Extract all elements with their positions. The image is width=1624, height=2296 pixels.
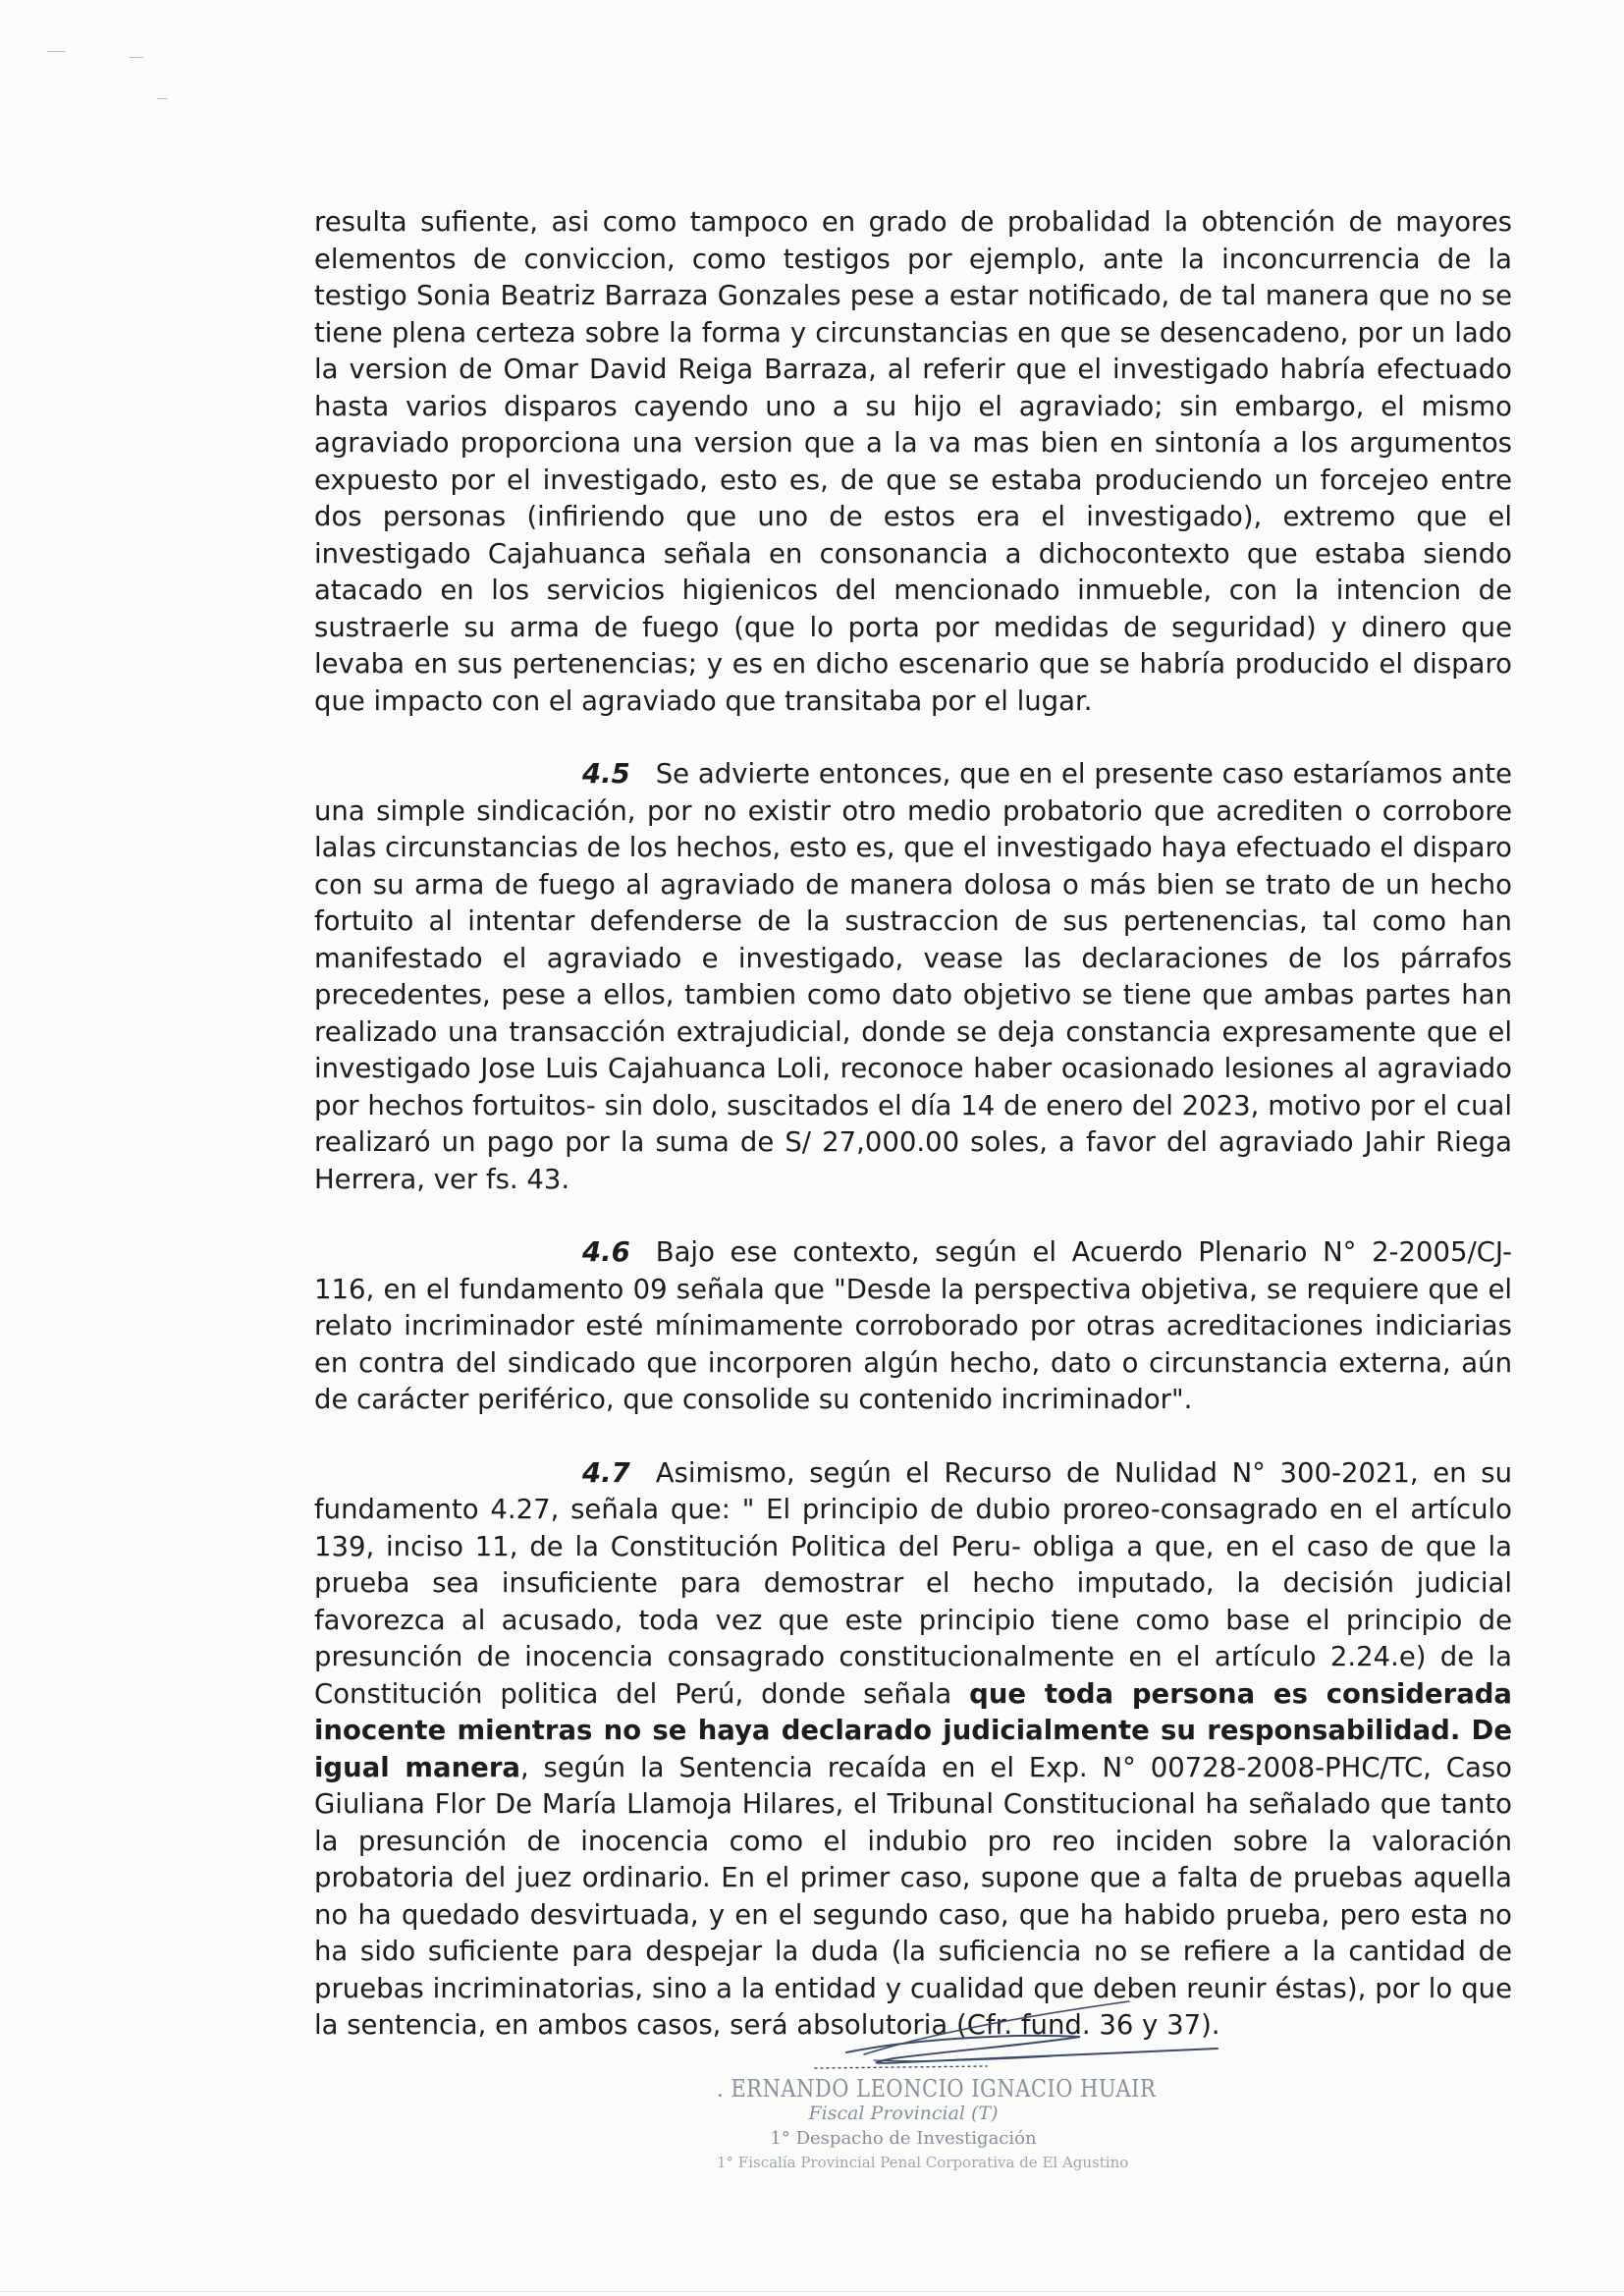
stamp-title: Fiscal Provincial (T) — [808, 2103, 999, 2124]
paragraph-text: Bajo ese contexto, según el Acuerdo Plenario N° 2-2005/CJ-116, en el fundamento 09 señala que "Desde la perspectiva objetiva, se requiere que el relato incriminador esté mínimamente corroborado por otras acreditaciones indiciarias en contra del sindicado que incorporen algún hecho, dato o circunstancia externa, aún de carácter periférico, que consolide su contenido incriminador". — [314, 1236, 1512, 1415]
official-stamp — [717, 2075, 1157, 2175]
stamp-name: . ERNANDO LEONCIO IGNACIO HUAIR — [717, 2075, 1157, 2103]
emphasized-text: que toda persona es considerada inocente mientras no se haya declarado judicialmente su responsabilidad. De igual manera — [314, 1677, 1512, 1783]
scan-mark — [157, 98, 167, 99]
paragraph-number: 4.5 — [582, 758, 630, 790]
paragraph-4-5 — [314, 756, 1512, 1198]
page-bottom-edge — [0, 2291, 1624, 2292]
paragraph-4-7 — [314, 1455, 1512, 2045]
paragraph-continuation — [314, 204, 1512, 720]
signature-block — [717, 1994, 1247, 2219]
paragraph-text: Asimismo, según el Recurso de Nulidad N° 300-2021, en su fundamento 4.27, señala que: " El principio de dubio proreo-consagrado en el artículo 139, inciso 11, de la Constitución Politica del Peru- obliga a que, en el caso de que la prueba sea insuficiente para demostrar el hecho imputado, la decisión judicial favorezca al acusado, toda vez que este principio tiene como base el principio de presunción de inocencia consagrado constitucionalmente en el artículo 2.24.e) de la Constitución politica del Perú, donde señala — [314, 1456, 1512, 1710]
scan-mark — [47, 51, 65, 52]
document-body — [314, 204, 1512, 2045]
paragraph-text: , según la Sentencia recaída en el Exp. N° 00728-2008-PHC/TC, Caso Giuliana Flor De María Llamoja Hilares, el Tribunal Constitucional ha señalado que tanto la presunción de inocencia como el indubio pro reo inciden sobre la valoración probatoria del juez ordinario. En el primer caso, supone que a falta de pruebas aquella no ha quedado desvirtuada, y en el segundo caso, que ha habido prueba, pero esta no ha sido suficiente para despejar la duda (la suficiencia no se refiere a la cantidad de pruebas incriminatorias, sino a la entidad y cualidad que deben reunir éstas), por lo que la sentencia, en ambos casos, será absolutoria (Cfr. fund. 36 y 37). — [314, 1751, 1512, 2041]
paragraph-number: 4.6 — [582, 1236, 630, 1268]
paragraph-4-6 — [314, 1234, 1512, 1419]
paragraph-text: Se advierte entonces, que en el presente caso estaríamos ante una simple sindicación, por no existir otro medio probatorio que acrediten o corrobore lalas circunstancias de los hechos, esto es, que el investigado haya efectuado el disparo con su arma de fuego al agraviado de manera dolosa o más bien se trato de un hecho fortuito al intentar defenderse de la sustraccion de sus pertenencias, tal como han manifestado el agraviado e investigado, vease las declaraciones de los párrafos precedentes, pese a ellos, tambien como dato objetivo se tiene que ambas partes han realizado una transacción extrajudicial, donde se deja constancia expresamente que el investigado Jose Luis Cajahuanca Loli, reconoce haber ocasionado lesiones al agraviado por hechos fortuitos- sin dolo, suscitados el día 14 de enero del 2023, motivo por el cual realizaró un pago por la suma de S/ 27,000.00 soles, a favor del agraviado Jahir Riega Herrera, ver fs. 43. — [314, 758, 1512, 1195]
scan-mark — [130, 57, 143, 58]
paragraph-text: resulta sufiente, asi como tampoco en grado de probalidad la obtención de mayores elementos de conviccion, como testigos por ejemplo, ante la inconcurrencia de la testigo Sonia Beatriz Barraza Gonzales pese a estar notificado, de tal manera que no se tiene plena certeza sobre la forma y circunstancias en que se desencadeno, por un lado la version de Omar David Reiga Barraza, al referir que el investigado habría efectuado hasta varios disparos cayendo uno a su hijo el agraviado; sin embargo, el mismo agraviado proporciona una version que a la va mas bien en sintonía a los argumentos expuesto por el investigado, esto es, de que se estaba produciendo un forcejeo entre dos personas (infiriendo que uno de estos era el investigado), extremo que el investigado Cajahuanca señala en consonancia a dichocontexto que estaba siendo atacado en los servicios higienicos del mencionado inmueble, con la intencion de sustraerle su arma de fuego (que lo porta por medidas de seguridad) y dinero que levaba en sus pertenencias; y es en dicho escenario que se habría producido el disparo que impacto con el agraviado que transitaba por el lugar. — [314, 206, 1512, 717]
paragraph-number: 4.7 — [582, 1456, 630, 1489]
stamp-footer: 1° Fiscalía Provincial Penal Corporativa de El Agustino — [717, 2154, 1129, 2171]
stamp-office: 1° Despacho de Investigación — [770, 2128, 1037, 2149]
